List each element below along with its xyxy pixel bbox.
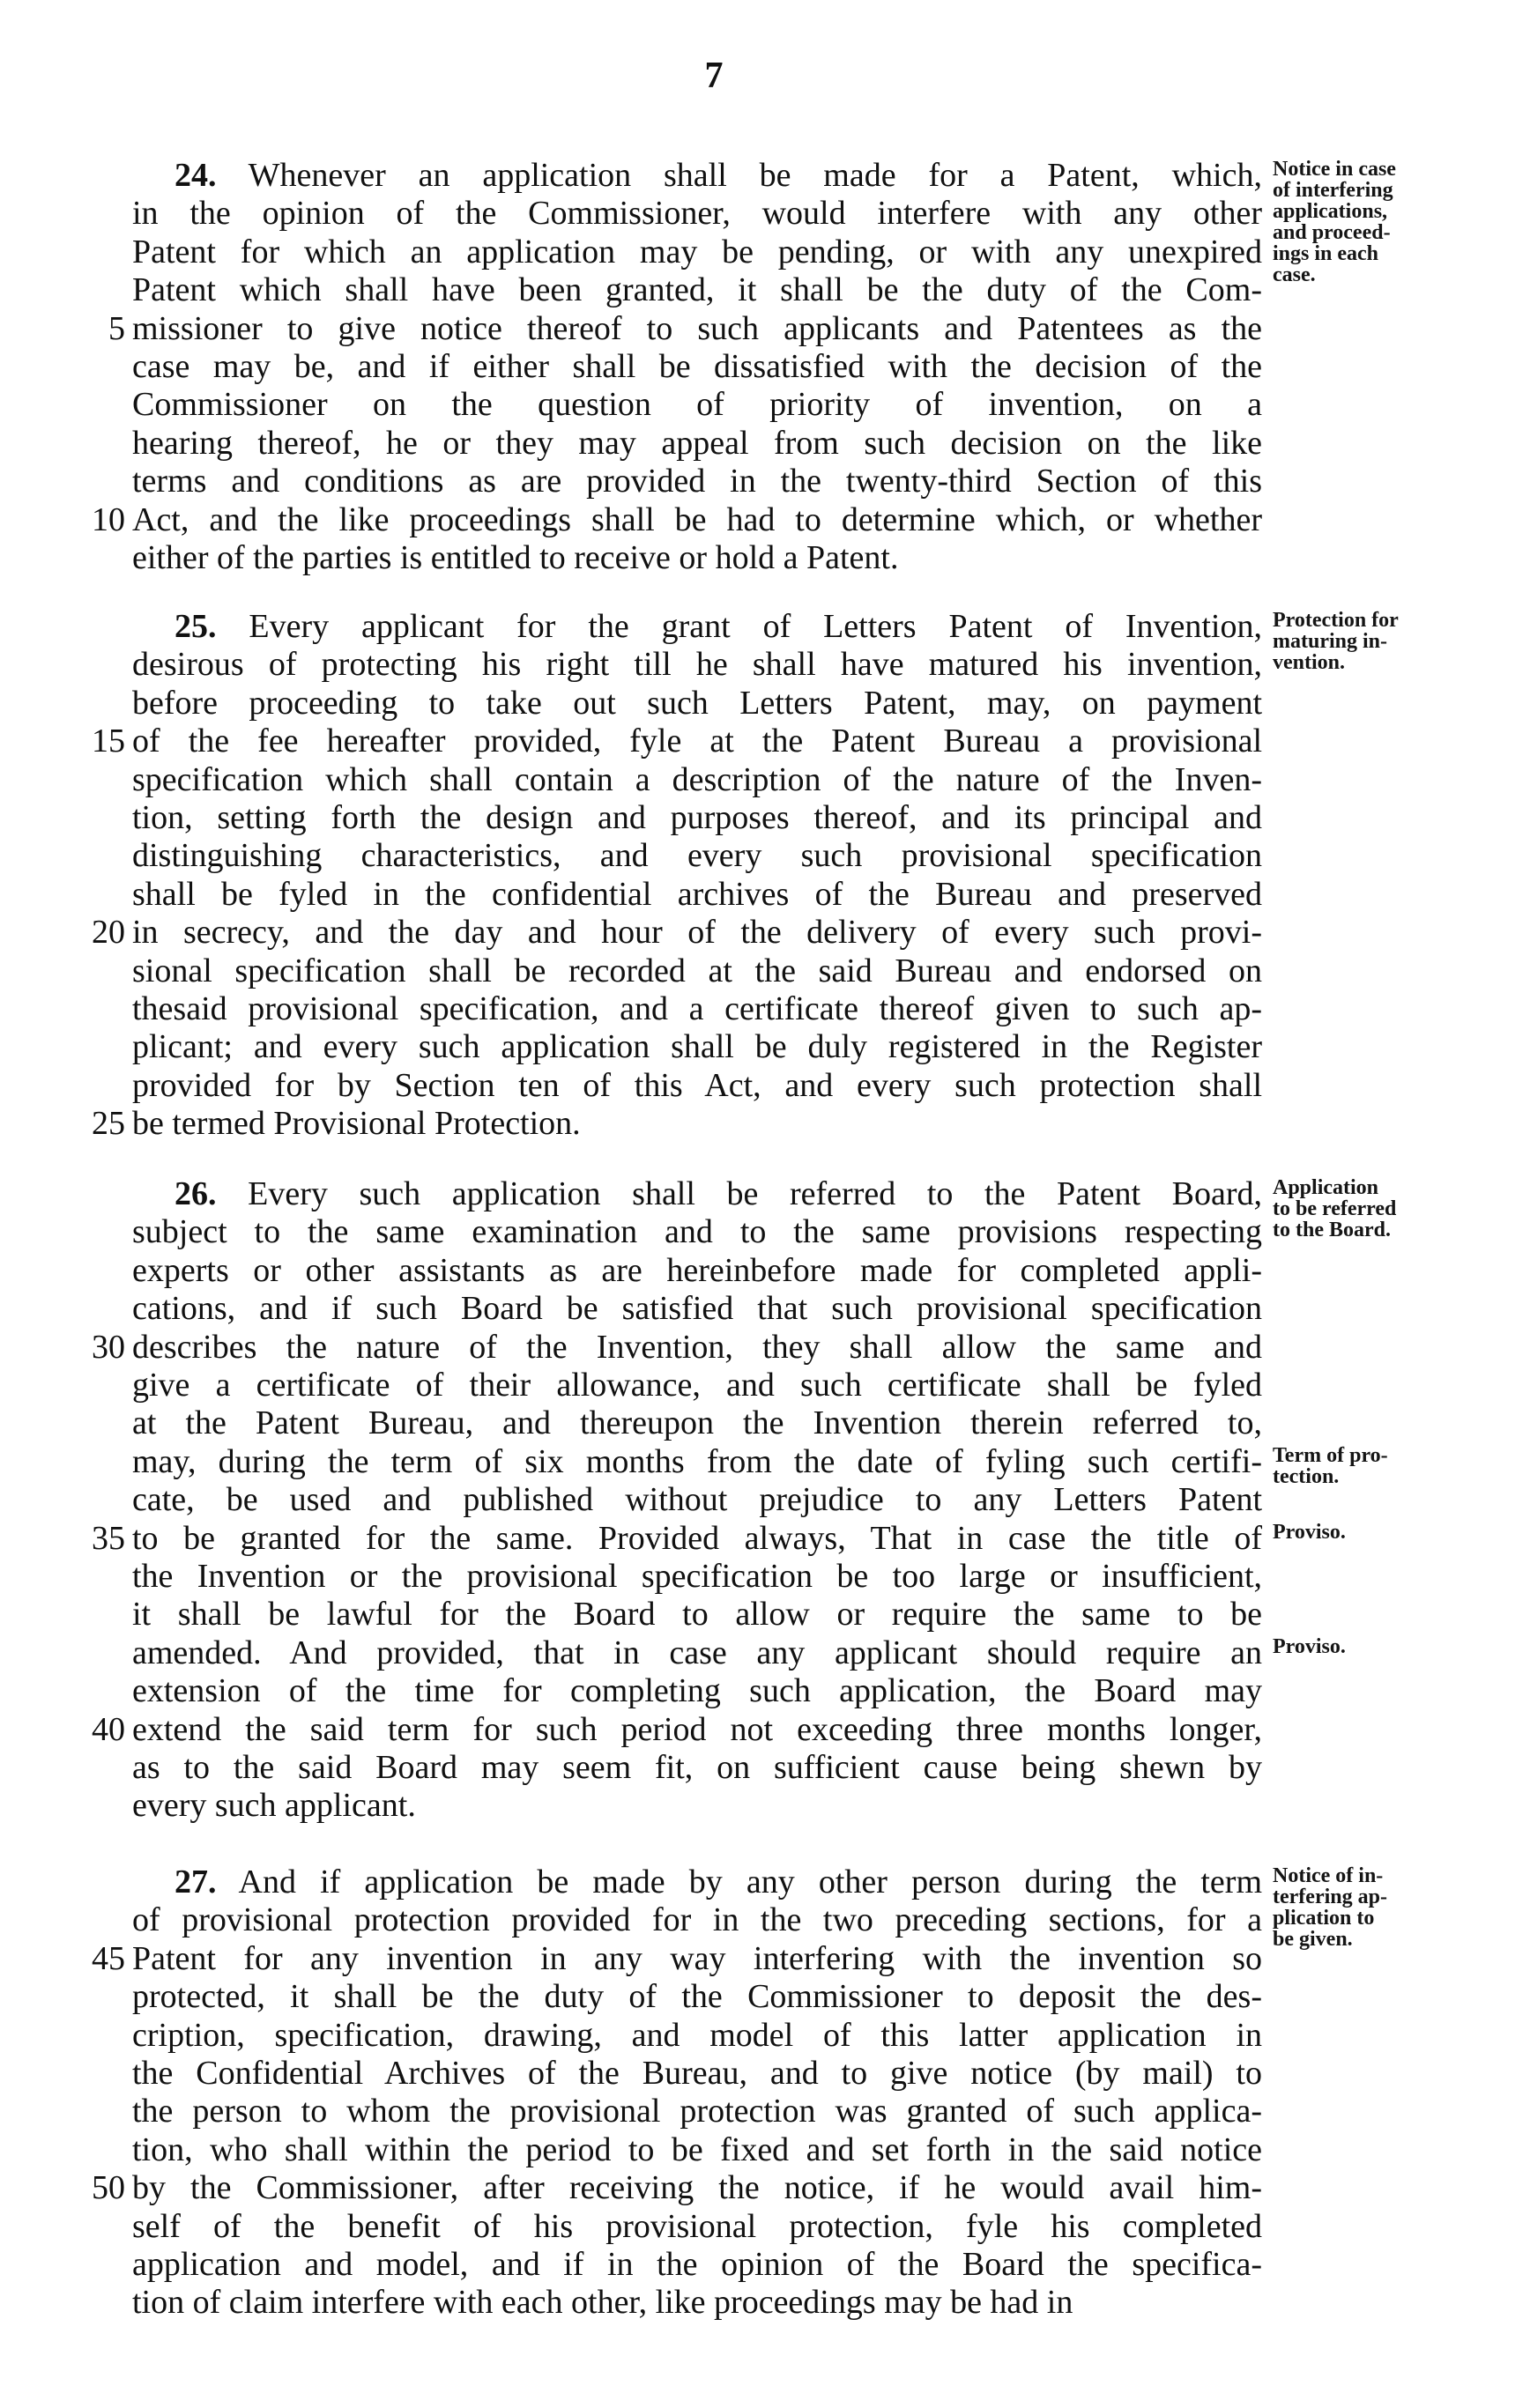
line-text — [132, 461, 1262, 501]
line-body: cations, and if such Board be satisfied that such provisional specification — [132, 1290, 1262, 1328]
margin-note-line: be given. — [1273, 1928, 1353, 1951]
line-body: Whenever an application shall be made for a Patent, which, — [248, 157, 1262, 194]
line-text — [132, 721, 1262, 761]
text-line — [0, 346, 1530, 387]
text-line — [0, 2282, 1530, 2323]
margin-note-line: vention. — [1273, 651, 1346, 674]
margin-note — [1273, 1522, 1449, 1543]
line-body: extension of the time for completing such application, the Board may — [132, 1672, 1262, 1710]
text-line — [0, 721, 1530, 761]
line-body: hearing thereof, he or they may appeal from such decision on the like — [132, 424, 1262, 462]
text-line — [0, 1365, 1530, 1405]
section-number: 26. — [175, 1175, 217, 1212]
line-body: by the Commissioner, after receiving the notice, if he would avail him- — [132, 2169, 1262, 2207]
line-text — [132, 1211, 1262, 1252]
margin-note-line: ings in each — [1273, 242, 1379, 265]
text-line — [0, 1327, 1530, 1367]
line-text — [132, 2206, 1262, 2247]
line-number: 35 — [92, 1519, 125, 1557]
line-body: sional specification shall be recorded at the said Bureau and endorsed on — [132, 952, 1262, 989]
line-text — [132, 759, 1262, 800]
margin-note — [1273, 1445, 1449, 1487]
line-body: in the opinion of the Commissioner, would interfere with any other — [132, 195, 1262, 233]
line-text — [132, 1518, 1262, 1559]
line-text — [132, 1900, 1262, 1940]
line-text — [132, 1441, 1262, 1482]
line-text — [132, 155, 1262, 196]
line-text — [132, 2244, 1262, 2285]
line-body: tion, who shall within the period to be fixed and set forth in the said notice — [132, 2130, 1262, 2168]
text-line — [0, 2091, 1530, 2131]
margin-note-line: plication to — [1273, 1907, 1375, 1930]
margin-note-line: Notice of in- — [1273, 1864, 1384, 1887]
line-text — [132, 1403, 1262, 1443]
text-line — [0, 461, 1530, 501]
line-body: every such applicant. — [132, 1787, 416, 1825]
page-number: 7 — [704, 56, 724, 96]
text-line — [0, 1671, 1530, 1711]
section-number: 25. — [175, 608, 217, 645]
line-text — [132, 1479, 1262, 1520]
margin-note-line: tection. — [1273, 1464, 1340, 1488]
line-body: experts or other assistants as are hereinbefore made for completed appli- — [132, 1251, 1262, 1289]
line-text — [132, 1365, 1262, 1405]
line-body: tion of claim interfere with each other, like proceedings may be had in — [132, 2284, 1073, 2322]
margin-note-line: Protection for — [1273, 609, 1399, 632]
line-body: cate, be used and published without prejudice to any Letters Patent — [132, 1481, 1262, 1519]
text-line — [0, 874, 1530, 915]
text-line — [0, 2053, 1530, 2093]
text-line — [0, 1785, 1530, 1826]
margin-note-line: applications, — [1273, 200, 1388, 223]
line-body: Patent for any invention in any way interfering with the invention so — [132, 1939, 1262, 1977]
text-line — [0, 759, 1530, 800]
margin-note-line: Proviso. — [1273, 1634, 1346, 1658]
line-body: And if application be made by any other person during the term — [238, 1863, 1262, 1900]
line-body: the Confidential Archives of the Bureau, and to give notice (by mail) to — [132, 2055, 1262, 2092]
line-number: 5 — [108, 309, 125, 347]
line-text — [132, 835, 1262, 876]
text-line — [0, 1103, 1530, 1144]
line-body: shall be fyled in the confidential archives of the Bureau and preserved — [132, 875, 1262, 913]
text-line — [0, 1250, 1530, 1291]
line-text — [132, 2015, 1262, 2056]
text-line — [0, 2015, 1530, 2056]
line-body: Every applicant for the grant of Letters Patent of Invention, — [249, 608, 1262, 645]
line-number: 30 — [92, 1328, 125, 1366]
text-line — [0, 1288, 1530, 1329]
line-text — [132, 1250, 1262, 1291]
line-body: protected, it shall be the duty of the Commissioner to deposit the des- — [132, 1978, 1262, 2016]
text-line — [0, 2167, 1530, 2208]
line-text — [132, 1976, 1262, 2017]
line-body: of provisional protection provided for in the two preceding sections, for a — [132, 1901, 1262, 1939]
text-line — [0, 683, 1530, 723]
margin-note-line: maturing in- — [1273, 630, 1388, 653]
line-number: 20 — [92, 914, 125, 952]
text-line — [0, 835, 1530, 876]
text-line — [0, 1747, 1530, 1788]
text-line — [0, 1065, 1530, 1106]
line-body: case may be, and if either shall be dissatisfied with the decision of the — [132, 348, 1262, 385]
line-body: thesaid provisional specification, and a certificate thereof given to such ap- — [132, 990, 1262, 1027]
line-text — [132, 270, 1262, 310]
line-text — [132, 1862, 1262, 1902]
line-text — [132, 1938, 1262, 1979]
line-number: 50 — [92, 2169, 125, 2207]
line-body: terms and conditions as are provided in the twenty-third Section of this — [132, 463, 1262, 500]
line-body: Act, and the like proceedings shall be had to determine which, or whether — [132, 500, 1262, 538]
line-body: give a certificate of their allowance, and such certificate shall be fyled — [132, 1367, 1262, 1404]
text-line — [0, 384, 1530, 425]
margin-note — [1273, 159, 1449, 285]
line-body: of the fee hereafter provided, fyle at the Patent Bureau a provisional — [132, 722, 1262, 760]
line-body: subject to the same examination and to the same provisions respecting — [132, 1213, 1262, 1251]
text-line — [0, 2206, 1530, 2247]
line-text — [132, 346, 1262, 387]
line-text — [132, 1288, 1262, 1329]
text-line — [0, 1026, 1530, 1067]
line-text — [132, 232, 1262, 272]
line-text — [132, 989, 1262, 1029]
line-body: Every such application shall be referred to the Patent Board, — [248, 1175, 1262, 1212]
margin-note-line: case. — [1273, 263, 1316, 286]
line-text — [132, 423, 1262, 463]
line-body: at the Patent Bureau, and thereupon the Invention therein referred to, — [132, 1404, 1262, 1442]
line-body: Patent which shall have been granted, it shall be the duty of the Com- — [132, 271, 1262, 309]
line-body: be termed Provisional Protection. — [132, 1105, 581, 1143]
line-body: provided for by Section ten of this Act, and every such protection shall — [132, 1066, 1262, 1104]
text-line — [0, 797, 1530, 838]
text-line — [0, 537, 1530, 578]
line-body: the person to whom the provisional protection was granted of such applica- — [132, 2093, 1262, 2130]
line-text — [132, 2130, 1262, 2170]
text-line — [0, 1594, 1530, 1634]
line-body: application and model, and if in the opinion of the Board the specifica- — [132, 2246, 1262, 2283]
line-number: 40 — [92, 1710, 125, 1748]
line-text — [132, 1747, 1262, 1788]
line-text — [132, 1327, 1262, 1367]
line-body: may, during the term of six months from the date of fyling such certifi- — [132, 1442, 1262, 1480]
text-line — [0, 2130, 1530, 2170]
line-text — [132, 874, 1262, 915]
line-text — [132, 1785, 1262, 1826]
margin-note — [1273, 1177, 1449, 1241]
line-text — [132, 1026, 1262, 1067]
line-text — [132, 193, 1262, 233]
line-text — [132, 1671, 1262, 1711]
line-body: distinguishing characteristics, and every such provisional specification — [132, 837, 1262, 875]
line-body: Commissioner on the question of priority of invention, on a — [132, 386, 1262, 424]
line-body: before proceeding to take out such Letters Patent, may, on payment — [132, 684, 1262, 722]
line-number: 10 — [92, 500, 125, 538]
text-line — [0, 1709, 1530, 1750]
text-line — [0, 1403, 1530, 1443]
line-text — [132, 500, 1262, 540]
margin-note-line: Proviso. — [1273, 1520, 1346, 1544]
line-text — [132, 683, 1262, 723]
line-text — [132, 644, 1262, 685]
line-body: it shall be lawful for the Board to allow or require the same to be — [132, 1596, 1262, 1634]
margin-note — [1273, 1865, 1449, 1950]
line-body: in secrecy, and the day and hour of the delivery of every such provi- — [132, 914, 1262, 952]
line-body: extend the said term for such period not exceeding three months longer, — [132, 1710, 1262, 1748]
margin-note — [1273, 1636, 1449, 1657]
text-line — [0, 308, 1530, 349]
margin-note-line: and proceed- — [1273, 221, 1391, 244]
line-text — [132, 308, 1262, 349]
line-text — [132, 1709, 1262, 1750]
line-text — [132, 537, 1262, 578]
line-body: self of the benefit of his provisional protection, fyle his completed — [132, 2207, 1262, 2245]
line-text — [132, 1556, 1262, 1597]
line-text — [132, 2282, 1262, 2323]
line-text — [132, 2053, 1262, 2093]
line-number: 45 — [92, 1939, 125, 1977]
text-line — [0, 1976, 1530, 2017]
margin-note-line: Notice in case — [1273, 158, 1396, 181]
text-line — [0, 500, 1530, 540]
line-text — [132, 606, 1262, 647]
line-body: Patent for which an application may be pending, or with any unexpired — [132, 233, 1262, 270]
text-line — [0, 951, 1530, 991]
line-body: as to the said Board may seem fit, on sufficient cause being shewn by — [132, 1749, 1262, 1786]
margin-note — [1273, 610, 1449, 673]
line-text — [132, 2091, 1262, 2131]
margin-note-line: terfering ap- — [1273, 1886, 1387, 1908]
line-body: describes the nature of the Invention, they shall allow the same and — [132, 1328, 1262, 1366]
line-body: amended. And provided, that in case any applicant should require an — [132, 1634, 1262, 1671]
line-body: the Invention or the provisional specification be too large or insufficient, — [132, 1558, 1262, 1595]
text-line — [0, 2244, 1530, 2285]
line-number: 15 — [92, 722, 125, 760]
line-body: plicant; and every such application shall be duly registered in the Register — [132, 1028, 1262, 1066]
line-text — [132, 1103, 1262, 1144]
line-body: desirous of protecting his right till he shall have matured his invention, — [132, 646, 1262, 684]
line-text — [132, 384, 1262, 425]
line-text — [132, 1174, 1262, 1214]
line-body: to be granted for the same. Provided always, That in case the title of — [132, 1519, 1262, 1557]
line-body: tion, setting forth the design and purposes thereof, and its principal and — [132, 799, 1262, 836]
text-line — [0, 423, 1530, 463]
section-number: 24. — [175, 157, 217, 194]
section-number: 27. — [175, 1863, 217, 1900]
line-text — [132, 2167, 1262, 2208]
line-text — [132, 951, 1262, 991]
line-body: missioner to give notice thereof to such applicants and Patentees as the — [132, 309, 1262, 347]
line-body: either of the parties is entitled to receive or hold a Patent. — [132, 539, 899, 576]
line-text — [132, 1594, 1262, 1634]
margin-note-line: to the Board. — [1273, 1219, 1391, 1241]
text-line — [0, 912, 1530, 952]
line-text — [132, 797, 1262, 838]
margin-note-line: Term of pro- — [1273, 1443, 1388, 1467]
margin-note-line: of interfering — [1273, 179, 1393, 202]
line-number: 25 — [92, 1105, 125, 1143]
line-body: cription, specification, drawing, and model of this latter application in — [132, 2016, 1262, 2054]
margin-note-line: Application — [1273, 1176, 1379, 1199]
margin-note-line: to be referred — [1273, 1197, 1397, 1220]
line-text — [132, 1633, 1262, 1673]
line-body: specification which shall contain a description of the nature of the Inven- — [132, 760, 1262, 798]
line-text — [132, 1065, 1262, 1106]
text-line — [0, 1556, 1530, 1597]
line-text — [132, 912, 1262, 952]
text-line — [0, 989, 1530, 1029]
